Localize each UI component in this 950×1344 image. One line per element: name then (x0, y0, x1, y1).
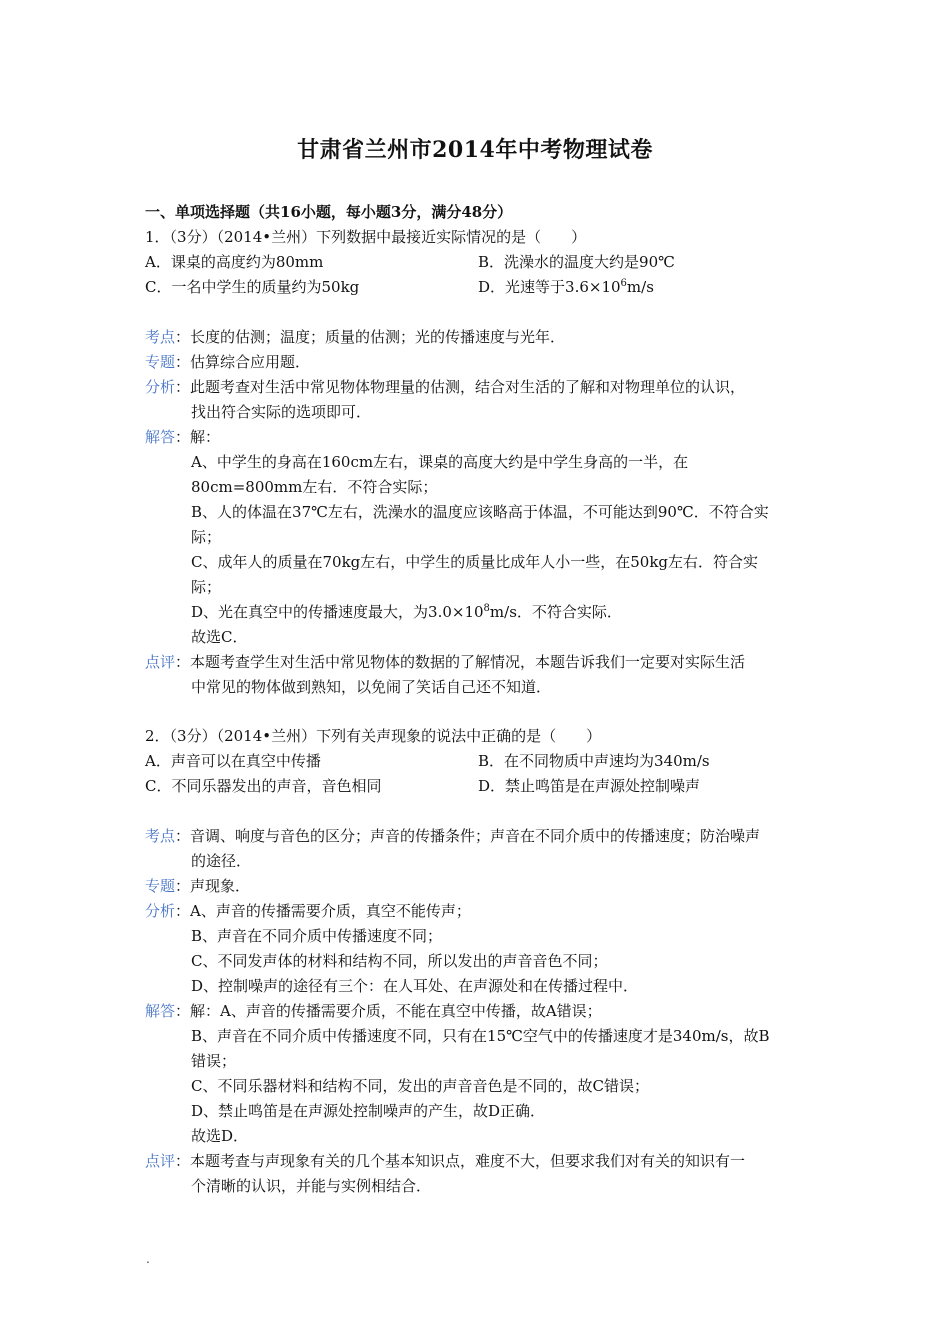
question-2-option-b: B．在不同物质中声速均为340m/s (478, 752, 710, 770)
question-2-jieda-b1: B、声音在不同介质中传播速度不同，只有在15℃空气中的传播速度才是340m/s，故B (191, 1027, 770, 1045)
question-1-dianping: 点评：本题考查学生对生活中常见物体的数据的了解情况，本题告诉我们一定要对实际生活 (145, 653, 746, 671)
question-1-jieda-c2: 际； (191, 578, 222, 596)
question-2-jieda-b2: 错误； (191, 1052, 237, 1070)
kaodian-label: 考点 (145, 328, 176, 346)
question-1-jieda-a2: 80cm=800mm左右．不符合实际； (191, 478, 438, 496)
question-1-fenxi-cont: 找出符合实际的选项即可． (191, 403, 372, 421)
question-1-fenxi: 分析：此题考查对生活中常见物体物理量的估测，结合对生活的了解和对物理单位的认识， (145, 378, 746, 396)
question-2-dianping: 点评：本题考查与声现象有关的几个基本知识点，难度不大，但要求我们对有关的知识有一 (145, 1152, 746, 1170)
question-2-fenxi-b: B、声音在不同介质中传播速度不同； (191, 927, 443, 945)
page-title: 甘肃省兰州市2014年中考物理试卷 (297, 137, 653, 163)
question-1-kaodian: 考点：长度的估测；温度；质量的估测；光的传播速度与光年． (145, 328, 566, 346)
question-1-jieda: 解答：解： (145, 428, 221, 446)
kaodian-label: 考点 (145, 827, 176, 845)
question-2-jieda: 解答：解：A、声音的传播需要介质，不能在真空中传播，故A错误； (145, 1002, 602, 1020)
footer-dot: . (146, 1252, 150, 1266)
fenxi-label: 分析 (145, 378, 176, 396)
question-2-fenxi: 分析：A、声音的传播需要介质，真空不能传声； (145, 902, 471, 920)
question-2-kaodian-cont: 的途径． (191, 852, 252, 870)
zhuanti-label: 专题 (145, 877, 176, 895)
question-2-option-d: D．禁止鸣笛是在声源处控制噪声 (478, 777, 701, 795)
question-1-zhuanti: 专题：估算综合应用题． (145, 353, 311, 371)
question-2-dianping-cont: 个清晰的认识，并能与实例相结合． (191, 1177, 432, 1195)
question-2-option-a: A．声音可以在真空中传播 (145, 752, 321, 770)
fenxi-label: 分析 (145, 902, 176, 920)
question-2-jieda-d: D、禁止鸣笛是在声源处控制噪声的产生，故D正确． (191, 1102, 546, 1120)
jieda-label: 解答 (145, 1002, 176, 1020)
question-1-option-a: A．课桌的高度约为80mm (145, 253, 324, 271)
question-1-answer: 故选C． (191, 628, 248, 646)
question-2-kaodian: 考点：音调、响度与音色的区分；声音的传播条件；声音在不同介质中的传播速度；防治噪声 (145, 827, 761, 845)
zhuanti-label: 专题 (145, 353, 176, 371)
question-2-fenxi-d: D、控制噪声的途径有三个：在人耳处、在声源处和在传播过程中． (191, 977, 639, 995)
question-2-answer: 故选D． (191, 1127, 249, 1145)
question-1-stem: 1．（3分）（2014•兰州）下列数据中最接近实际情况的是（ ） (145, 228, 587, 246)
question-2-stem: 2．（3分）（2014•兰州）下列有关声现象的说法中正确的是（ ） (145, 727, 602, 745)
question-1-jieda-c1: C、成年人的质量在70kg左右，中学生的质量比成年人小一些，在50kg左右．符合实 (191, 553, 759, 571)
question-2-fenxi-c: C、不同发声体的材料和结构不同，所以发出的声音音色不同； (191, 952, 608, 970)
question-1-option-c: C．一名中学生的质量约为50kg (145, 278, 360, 296)
question-1-dianping-cont: 中常见的物体做到熟知，以免闹了笑话自己还不知道． (191, 678, 552, 696)
question-1-jieda-d: D、光在真空中的传播速度最大，为$3.0\times 10^8m/s$．不符合实际． (191, 603, 622, 621)
dianping-label: 点评 (145, 653, 176, 671)
question-1-jieda-b1: B、人的体温在37℃左右，洗澡水的温度应该略高于体温，不可能达到90℃．不符合实 (191, 503, 769, 521)
question-2-option-c: C．不同乐器发出的声音，音色相同 (145, 777, 382, 795)
question-1-jieda-a1: A、中学生的身高在160cm左右，课桌的高度大约是中学生身高的一半，在 (191, 453, 689, 471)
question-1-option-b: B．洗澡水的温度大约是90℃ (478, 253, 675, 271)
jieda-label: 解答 (145, 428, 176, 446)
question-1-jieda-b2: 际； (191, 528, 222, 546)
dianping-label: 点评 (145, 1152, 176, 1170)
question-2-jieda-c: C、不同乐器材料和结构不同，发出的声音音色是不同的，故C错误； (191, 1077, 649, 1095)
section-heading: 一、单项选择题（共16小题，每小题3分，满分48分） (145, 203, 513, 221)
question-2-zhuanti: 专题：声现象． (145, 877, 251, 895)
question-1-option-d: D．光速等于$3.6\times 10^6m/s$ (478, 278, 654, 296)
